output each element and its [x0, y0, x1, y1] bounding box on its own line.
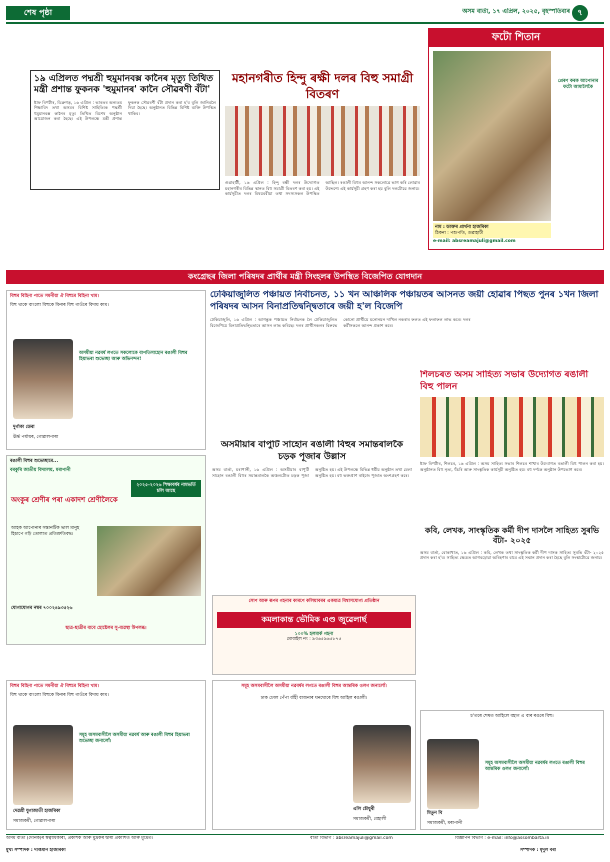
dhemaji-headline: ঢেকিয়াজুলিত পঞ্চায়ত নিৰ্বাচনত, ১১ খন আঞ্চলিক পঞ্চায়তৰ আসনত জয়ী হোৱাৰ পিছত পুনৰ ১খন জিলা পৰিষদৰ আসন বিনাপ্ৰতিদ্বন্দ্বিতাৰে জয়ী হ'ল বিজেপি	[210, 290, 599, 312]
wishes-ad-3-role: সমাজকৰ্মী, বেহালী	[353, 817, 387, 822]
wishes-ad-3-verse: ঢাক ঢোল পেঁপা বাঁহী বাজনাৰ ঘনঘোৰে বিহু আহিল ৰঙালী।	[260, 695, 368, 701]
school-ad-contact: যোগাযোগৰ নম্বৰ ৭০০২৪৯৩৫২৬	[11, 606, 73, 611]
wishes-ad-1-text2: বিহু থাকে বাংলো বিহুকে বিনাৰ বিহু গাওঁৰে বিদায় কাম।	[10, 302, 109, 308]
photo-caption-place: ঠিকনা : পশুপতি, গুৱাহাটী	[435, 230, 484, 236]
wishes-ad-1-text1: বিহুৰ বিহিনা পাতে সমনীয়া ঐ বিহুৰে বিহিনা খাম।	[10, 294, 99, 299]
wishes-ad-3-name: এলি চৌধুৰী	[353, 807, 375, 812]
wishes-ad-4-role: সমাজকৰ্মী, মৰাপানী	[427, 821, 463, 826]
congress-banner: কংগ্ৰেছৰ জিলা পৰিষদৰ প্ৰাৰ্থীৰ মন্ত্ৰী সিংহলৰ উপস্থিত বিজেপিত যোগদান	[6, 270, 604, 284]
wishes-ad-3	[212, 680, 416, 830]
wishes-ad-4-name: মিতুন বি	[427, 811, 443, 816]
wishes-ad-3-avatar	[353, 725, 411, 803]
jewellers-ad-phone: মোবাইল নং : ৯৩৬৫৯৬৫৮৭৫	[286, 637, 342, 643]
school-ad-hostel: ছাত্ৰ-ছাত্ৰীৰ বাবে হোষ্টেলৰ সু-ব্যৱস্থা উপলব্ধ।	[65, 626, 147, 631]
page-number: ৭	[572, 5, 588, 21]
wishes-ad-1-greeting: অসমীয়া নৱবৰ্ষ লগতে সকলোকে বাপতিসাহোন ৰঙালী বিহুৰ হিয়াভৰা শুভেচ্ছা আৰু অভিনন্দন!	[79, 351, 188, 362]
photo-shiton	[428, 28, 604, 250]
school-ad	[6, 455, 206, 645]
photo-caption-name: নাম : ডাক্তৰ প্ৰাৰ্থনা হাজৰিকা	[435, 225, 489, 230]
bapuji-story	[212, 440, 412, 590]
wishes-ad-2-role: সমাজকৰ্মী, গোৱালপাৰা	[13, 819, 56, 824]
jewellers-ad-slogan: সোণ আৰু ৰূপৰ গহনাৰ কাৰণে কলিয়াবৰৰ একমাত্ৰ বিশ্বাসযোগ্য প্ৰতিষ্ঠান	[248, 599, 380, 604]
dhemaji-body: ঢেকিয়াজুলি, ১৬ এপ্ৰিল : আগন্তুক পঞ্চায়ত নিৰ্বাচনক লৈ ঢেকিয়াজুলিত বিজেপিয়ে বিনাপ্ৰতিদ্বন্দ্বিতাৰে আসন লাভ কৰিছে। দলৰ প্ৰাৰ্থীসকলৰ বিৰুদ্ধে কোনো প্ৰাৰ্থীয়ে মনোনয়ন দাখিল নকৰাৰ ফলত এই ফলাফল লাভ কৰে। দলৰ কৰ্মীসকলে আনন্দ প্ৰকাশ কৰে।	[210, 317, 471, 328]
photo-shiton-side-text: প্ৰেৰণ কৰক আপোনাৰ ফটো আমালৈকৈ	[557, 79, 599, 90]
jewellers-ad-name: কমলাকান্ত ভৌমিক এণ্ড জুৱেলাৰ্ছ	[217, 612, 411, 628]
wishes-ad-1-avatar	[13, 339, 73, 419]
jewellers-ad-badge: ১০০% হলমাৰ্ক গহনা	[294, 631, 334, 637]
footer-contact: বাৰ্তা বিভাগ : absreamajuli@gmail.com	[310, 836, 393, 841]
footer-editor: মুখ্য সম্পাদক : দীপ্তমান হাজৰিকা	[6, 848, 66, 853]
dateline: অসম বাৰ্তা, ১৭ এপ্ৰিল, ২০২৫, বৃহস্পতিবাৰ	[462, 8, 570, 15]
wishes-ad-2-avatar	[13, 725, 73, 805]
bihu-photo	[225, 106, 420, 176]
wishes-ad-4	[420, 710, 604, 830]
wishes-ad-2	[6, 680, 206, 830]
section-label: শেষ পৃষ্ঠা	[6, 6, 70, 20]
bihu-body: গুৱাহাটী, ১৬ এপ্ৰিল : হিন্দু ৰক্ষী দলৰ উদ্যোগত মহানগৰীৰ বিভিন্ন স্থানত বিহু সমাগ্ৰী বিতৰণ কৰা হয়। এই কাৰ্যসূচীত দলৰ বিষয়ববীয়া তথা সদস্যসকল উপস্থিত আছিল। ৰঙালী বিহুৰ আনন্দ সকলোৱে ভাগ কৰি লোৱাৰ উদ্দেশ্যে এই কাৰ্যসূচী গ্ৰহণ কৰা হয় বুলি দলটোৱে জনায়।	[225, 180, 420, 197]
school-ad-name: বৰকুৰি জাতীয় বিদ্যালয়, মৰাপানী	[10, 467, 71, 473]
wishes-ad-1-name: দুৰ্গাকা ডেৰা	[13, 425, 35, 430]
wishes-ad-2-text2: বিহু থাকে বাংলো বিহুকে বিনাৰ বিহু গাওঁৰে বিদায় কাম।	[10, 692, 109, 698]
bapuji-headline: অসমীয়াৰ বাপুটি সাহোন ৰঙালী বিহুৰ সমান্তৰালকৈ চড়ক পূজাৰ উল্লাস	[220, 440, 404, 462]
wishes-ad-2-text1: বিহুৰ বিহিনা পাতে সমনীয়া ঐ বিহুৰে বিহিনা খাম।	[10, 684, 99, 689]
school-ad-greeting: ৰঙালী বিহুৰ শুভেচ্ছাৰে...	[10, 459, 59, 464]
wishes-ad-2-name: দেৱশ্ৰী যুগাজাতী হাজৰিকা	[13, 809, 61, 814]
footer-rule	[6, 834, 604, 835]
shilchar-story	[420, 370, 604, 520]
jewellers-ad	[212, 595, 416, 675]
footer-ad-contact: বিজ্ঞাপন বিভাগ : e-mail: info@assombarta.in	[455, 836, 550, 841]
shilchar-body: ষ্টাফ ৰিপৰ্টাৰ, শিলচৰ, ১৬ এপ্ৰিল : অসম সাহিত্য সভাৰ শিলচৰ শাখাৰ উদ্যোগত ৰঙালী বিহু পালন কৰা হয়। অনুষ্ঠানত বিহু নৃত্য, হুঁচৰি আৰু সাংস্কৃতিক কাৰ্যসূচী অনুষ্ঠিত হয়। বহু দৰ্শকে অনুষ্ঠান উপভোগ কৰে।	[420, 461, 604, 472]
kabi-body: অসম বাৰ্তা, বোকাখাত, ১৬ এপ্ৰিল : কবি, লেখক তথা সাংস্কৃতিক কৰ্মী দীপ দাসক সাহিত্য সুৰভি বঁটা- ২০২৫ প্ৰদান কৰা হ'ব। সাহিত্য ক্ষেত্ৰত আগবঢ়োৱা অৰিহণাৰ বাবে এই সন্মান প্ৰদান কৰা হৈছে বুলি সংস্থাটোৱে জনায়।	[420, 549, 604, 561]
photo-caption	[433, 223, 551, 238]
wishes-ad-3-title: সমূহ অসমবাসীলৈ অসমীয়া নৱবৰ্ষৰ লগতে ৰঙালী বিহুৰ আন্তৰিক ওলগ জনালোঁ।	[241, 684, 387, 689]
shilchar-photo	[420, 397, 604, 457]
photo-shiton-title: ফটো শিতান	[429, 29, 603, 47]
wishes-ad-4-greeting: সমূহ অসমবাসীলৈ অসমীয়া নৱবৰ্ষৰ লগতে ৰঙালী বিহুৰ আন্তৰিক ওলগ জনালোঁ।	[485, 761, 585, 772]
school-ad-photo	[97, 526, 201, 596]
kabi-story	[420, 525, 604, 705]
photo-shiton-email: e-mail: absreamajuli@gmail.com	[433, 239, 516, 244]
lead-body: ষ্টাফ ৰিপৰ্টাৰ, ডিব্ৰুগড়, ১৬ এপ্ৰিল : ভাৰতৰ অন্যতম শিক্ষাবিদ তথা অসমৰ বিশিষ্ট সাহিত্যিক পদ্মশ্ৰী হুমুমানবক্স কানৈৰ মৃত্যু তিথিত বিশেষ অনুষ্ঠান আয়োজন কৰা হৈছে। এই উপলক্ষে মন্ত্ৰী প্ৰশান্ত ফুকনক সৌৱৰণী বঁটা প্ৰদান কৰা হ'ব বুলি জানিবলৈ দিয়া হৈছে। অনুষ্ঠানত বিভিন্ন বিশিষ্ট ব্যক্তি উপস্থিত থাকিব।	[34, 99, 216, 121]
footer-editor2: সম্পাদক : মৃদুল বৰা	[520, 848, 557, 853]
shilchar-headline: শিলচৰত অসম সাহিত্য সভাৰ উদ্যোগত ৰঙালী বিহু পালন	[420, 370, 589, 392]
kabi-headline: কবি, লেখক, সাংস্কৃতিক কৰ্মী দীপ দাসলৈ সাহিত্য সুৰভি বঁটা- ২০২৫	[425, 525, 599, 546]
footer-line1: অসম বাৰ্তা (দৈনিক)ৰ স্বত্বাধিকাৰী, প্ৰকাশক আৰু মুদ্ৰকৰ দ্বাৰা প্ৰকাশিত আৰু মুদ্ৰিত।	[6, 836, 154, 841]
school-ad-class: অংকুৰ শ্ৰেণীৰ পৰা একাদশ শ্ৰেণীলৈকে	[11, 496, 118, 504]
wishes-ad-4-verse: চ'তৰে শেষত আহিলে বহাগ এ বাৰ ৰঙৰে বিহু।	[470, 714, 554, 719]
wishes-ad-2-greeting: সমূহ অসমবাসীলৈ অসমীয়া নৱবৰ্ষ আৰু ৰঙালী বিহুৰ হিয়াভৰা শুভেচ্ছা জনালোঁ।	[79, 733, 190, 744]
school-ad-session: ২০২৫-২০২৬ শিক্ষাবৰ্ষৰ নামভৰ্তি চলি আছে	[131, 480, 201, 497]
bihu-story	[225, 70, 420, 270]
bapuji-body: অসম বাৰ্তা, মৰাপানী, ১৬ এপ্ৰিল : অসমীয়াৰ বাপুটি সাহোন ৰঙালী বিহুৰ সমান্তৰালকৈ অঞ্চলটোত চড়ক পূজা অনুষ্ঠিত হয়। এই উপলক্ষে বিভিন্ন ধৰ্মীয় অনুষ্ঠান তথা মেলা অনুষ্ঠিত হয়। বহু ভক্তপ্ৰাণ ৰাইজে পূজাত অংশগ্ৰহণ কৰে।	[212, 467, 412, 478]
school-ad-appeal: আহক আপোনাৰ সন্তানটিক ভাল মানুহ হিচাপে গঢ়ি তোলাত প্ৰতিশ্ৰুতিবদ্ধ।	[11, 526, 80, 537]
wishes-ad-1	[6, 290, 206, 450]
lead-story	[30, 70, 220, 190]
lead-headline: ১৯ এপ্ৰিলত পদ্মশ্ৰী হুমুমানবক্স কানৈৰ মৃত্যু তিথিত মন্ত্ৰী প্ৰশান্ত ফুকনক 'হুমুমানৰ' কানৈ সৌৱৰণী বঁটা'	[34, 74, 214, 95]
featured-photo	[433, 51, 551, 221]
bihu-headline: মহানগৰীত হিন্দু ৰক্ষী দলৰ বিহু সমাগ্ৰী বিতৰণ	[231, 71, 414, 102]
wishes-ad-1-role: ঊৰ্দ্ধ পৰ্যায়ৰ, গোৱালপাৰা	[13, 435, 59, 440]
wishes-ad-4-avatar	[427, 739, 479, 809]
